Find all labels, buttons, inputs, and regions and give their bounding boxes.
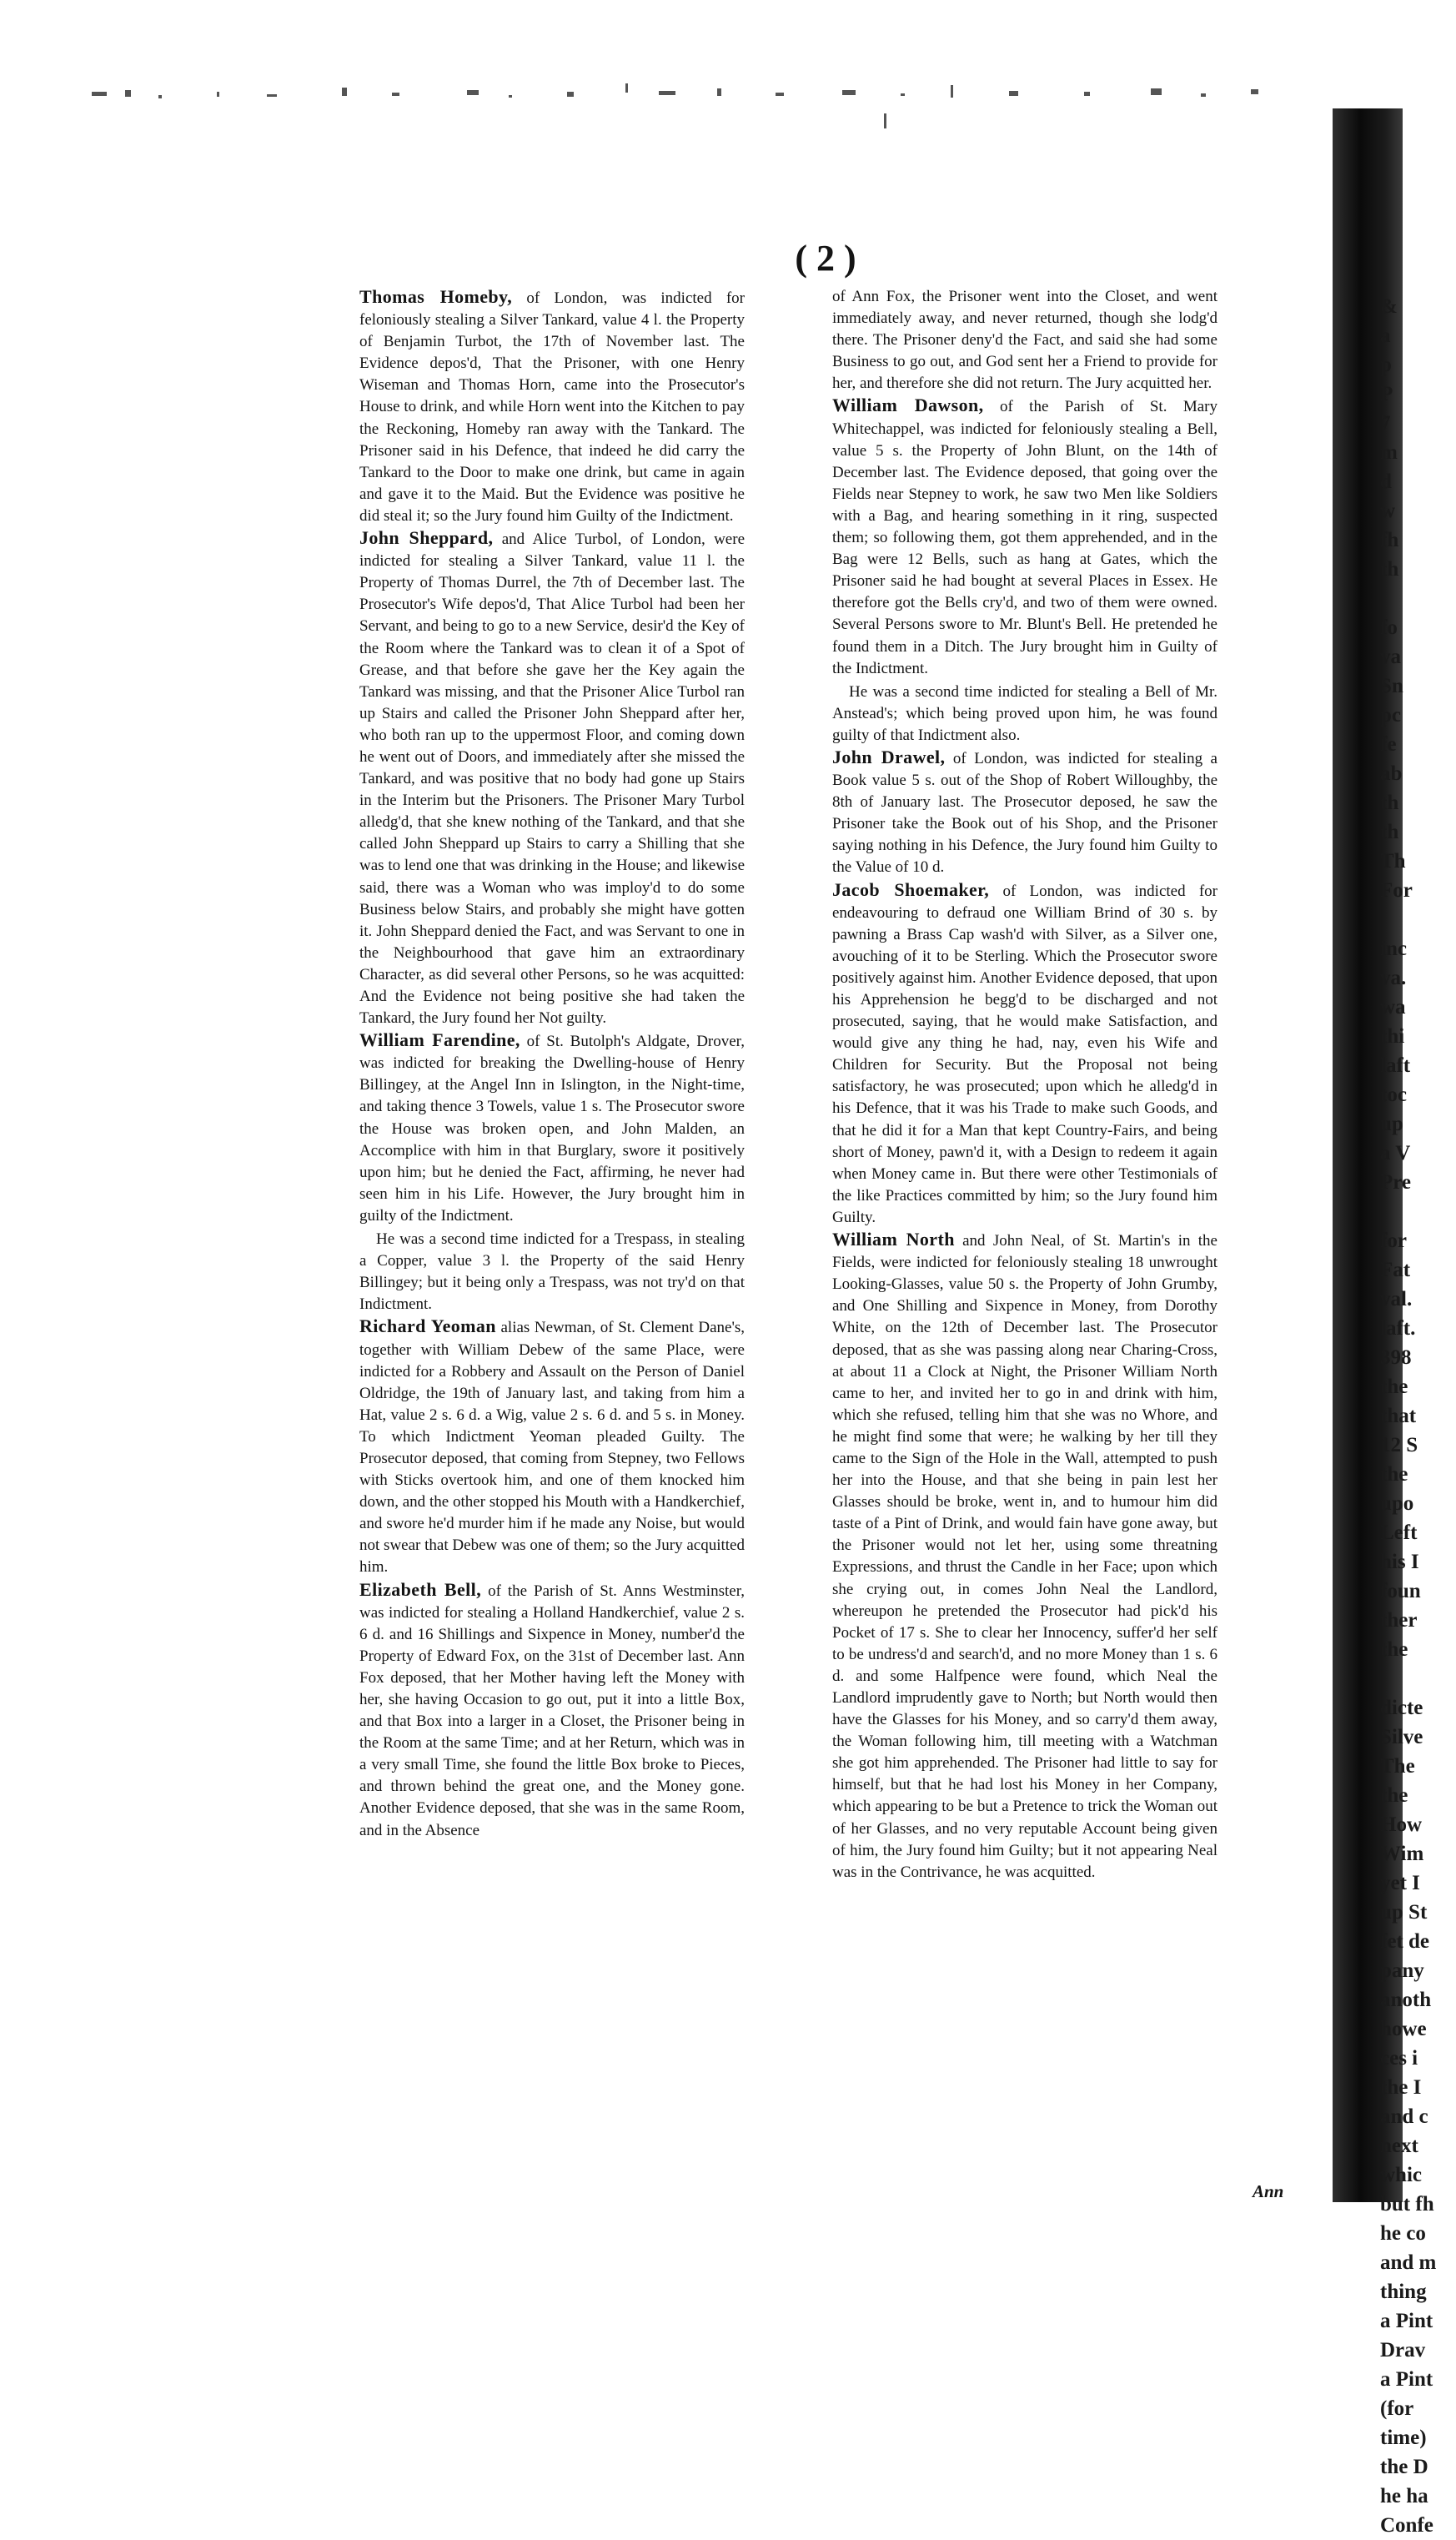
defendant-name: William Farendine,	[359, 1029, 520, 1051]
edge-fragment: he co	[1380, 2222, 1426, 2245]
edge-fragment: fo	[1380, 616, 1398, 639]
entry-text: of the Parish of St. Anns Westminster, was indicted for stealing a Holland Handkerchief, value 2 s. 6 d. and 16 Shillings and Sixpence in Money, number'd the Property of Edward Fox, on the 31st of December last. Ann Fox deposed, that her Mother having left the Money with her, she having Occasion to go out, put it into a little Box, and that Box into a larger in a Closet, the Prisoner being in the Room at the same Time; and at her Return, which was in a very small Time, she found the little Box broke to Pieces, and thrown behind the great one, and the Money gone. Another Evidence deposed, that she was in the same Room, and in the Absence	[359, 1582, 745, 1839]
trial-entry	[359, 286, 745, 527]
edge-fragment: 398	[1380, 1346, 1412, 1369]
edge-fragment: w	[1380, 500, 1396, 522]
edge-fragment: th	[1380, 558, 1399, 581]
edge-fragment: up St	[1380, 1901, 1428, 1924]
defendant-name: John Sheppard,	[359, 527, 494, 549]
trial-entry	[359, 1229, 745, 1315]
edge-fragment: whic	[1380, 2164, 1422, 2186]
trial-entry	[832, 747, 1218, 879]
edge-fragment: Wim	[1380, 1843, 1424, 1865]
edge-fragment: the	[1380, 1376, 1408, 1398]
edge-fragment: p	[1380, 354, 1392, 376]
trial-entry	[359, 527, 745, 1029]
edge-fragment: a V	[1380, 1142, 1411, 1164]
edge-fragment: Sn	[1380, 675, 1403, 697]
entry-text: and John Neal, of St. Martin's in the Fields, were indicted for feloniously stealing 18 unwrought Looking-Glasses, value 50 s. the Property of John Grumby, and One Shilling and Sixpence in Money, from Dorothy White, on the 12th of December last. The Prosecutor deposed, that as she was passing along near Charing-Cross, at about 11 a Clock at Night, the Prisoner William North came to her, and invited her to go in and drink with him, which she refused, telling him that she was no Whore, and he might find some that were; he walking by her till they came to the Sign of the Hole in the Wall, attempted to push her into the House, and that she being in pain lest her Glasses should be broke, went in, and to humour him did taste of a Pint of Drink, and would fain have gone away, but the Prisoner would not let her, using some threatning Expressions, and thrust the Candle in her Face; upon which she crying out, in comes John Neal the Landlord, whereupon he pretended the Prosecutor had pick'd his Pocket of 17 s. She to clear her Innocency, suffer'd her self to be undress'd and search'd, and no more Money than 1 s. 6 d. and some Halfpence were found, which Neal the Landlord imprudently gave to North; but North would then have the Glasses for his Money, and so carry'd them away, the Woman following him, till meeting with a Watchman she got him apprehended. The Prisoner had little to say for himself, but that he had lost his Money in her Company, which appearing to be but a Pretence to trick the Woman out of her Glasses, and no very reputable Account being given of him, the Jury found him Guilty; but it not appearing Neal was in the Contrivance, he was acquitted.	[832, 1232, 1218, 1881]
edge-fragment: &	[1380, 295, 1398, 318]
edge-fragment: How	[1380, 1813, 1422, 1836]
edge-fragment: yet I	[1380, 1872, 1420, 1894]
edge-fragment: toc	[1380, 1084, 1407, 1106]
edge-fragment: dicte	[1380, 1697, 1423, 1719]
edge-fragment: Left	[1380, 1521, 1418, 1544]
edge-fragment: the	[1380, 1784, 1408, 1807]
edge-fragment: The	[1380, 1755, 1415, 1778]
edge-fragment: the I	[1380, 2076, 1422, 2099]
edge-fragment: th	[1380, 821, 1399, 843]
edge-fragment: 12 S	[1380, 1434, 1418, 1456]
edge-fragment: pany	[1380, 1959, 1424, 1982]
trial-entry	[359, 1315, 745, 1578]
page-folio: ( 2 )	[795, 238, 856, 279]
edge-fragment: and m	[1380, 2251, 1437, 2274]
adjacent-page-edge-text	[1380, 292, 1447, 2537]
trial-entry	[832, 879, 1218, 1230]
trial-entry	[832, 395, 1218, 679]
entry-text: of St. Butolph's Aldgate, Drover, was indicted for breaking the Dwelling-house of Henry Billingey, at the Angel Inn in Islington, in the Night-time, and taking thence 3 Towels, value 1 s. The Prosecutor swore the House was broken open, and John Malden, an Accomplice with him in that Burglary, swore it positively upon him; but he denied the Fact, affirming, he never had seen him in his Life. However, the Jury brought him in guilty of the Indictment.	[359, 1033, 745, 1225]
trial-entry	[359, 1029, 745, 1227]
entry-text: alias Newman, of St. Clement Dane's, together with William Debew of the same Place, were indicted for a Robbery and Assault on the Person of Daniel Oldridge, the 19th of January last, and taking from him a Hat, value 2 s. 6 d. a Wig, value 2 s. 6 d. and 5 s. in Money. To which Indictment Yeoman pleaded Guilty. The Prosecutor deposed, that coming from Stepney, two Fellows with Sticks overtook him, and one of them knocked him down, and the other stopped his Mouth with a Handkerchief, and swore he'd murder him if he made any Noise, but would not swear that Debew was one of them; so the Jury acquitted him.	[359, 1319, 745, 1577]
edge-fragment: the	[1380, 1463, 1408, 1486]
trial-entry	[832, 682, 1218, 747]
edge-fragment: a	[1380, 324, 1391, 347]
edge-fragment: va.	[1380, 967, 1407, 989]
edge-fragment: howe	[1380, 2018, 1427, 2040]
edge-fragment: anoth	[1380, 1989, 1432, 2011]
entry-text: of London, was indicted for stealing a Book value 5 s. out of the Shop of Robert Willoughby, the 8th of January last. The Prosecutor deposed, he saw the Prisoner take the Book out of his Shop, and the Prisoner saying nothing in his Defence, the Jury found him Guilty to the Value of 10 d.	[832, 749, 1218, 877]
defendant-name: Richard Yeoman	[359, 1315, 496, 1337]
edge-fragment: the	[1380, 1638, 1408, 1661]
edge-fragment: and c	[1380, 2105, 1428, 2128]
edge-fragment: he ha	[1380, 2485, 1428, 2507]
edge-fragment: time)	[1380, 2427, 1427, 2449]
edge-fragment: For	[1380, 879, 1413, 902]
edge-fragment	[1380, 905, 1447, 934]
edge-fragment: Pre	[1380, 1171, 1412, 1194]
edge-fragment: th	[1380, 792, 1399, 814]
entry-text: He was a second time indicted for stealing a Bell of Mr. Anstead's; which being proved upon him, he was found guilty of that Indictment also.	[832, 682, 1218, 744]
entry-text: of the Parish of St. Mary Whitechappel, was indicted for feloniously stealing a Bell, value 5 s. the Property of John Blunt, on the 14th of December last. The Evidence deposed, that going over the Fields near Stepney to work, he saw two Men like Soldiers with a Bag, and hearing something in it ring, suspected them; so following them, got them apprehended, and in the Bag were 12 Bells, such as hang at Gates, which the Prisoner said he had bought at several Places in Essex. He therefore got the Bells cry'd, and two of them were owned. Several Persons swore to Mr. Blunt's Bell. He pretended he found them in a Ditch. The Jury brought him in Guilty of the Indictment.	[832, 398, 1218, 677]
entry-text: of Ann Fox, the Prisoner went into the Closet, and went immediately away, and never returned, though she lodg'd there. The Prisoner deny'd the Fact, and said she had some Business to go out, and God sent her a Friend to provide for her, and therefore she did not return. The Jury acquitted her.	[832, 288, 1218, 393]
entry-text: of London, was indicted for feloniously stealing a Silver Tankard, value 4 l. the Property of Benjamin Turbot, the 17th of November last. The Evidence depos'd, That the Prisoner, with one Henry Wiseman and Thomas Horn, came into the Prosecutor's House to drink, and while Horn went into the Kitchen to pay the Reckoning, Homeby ran away with the Tankard. The Prisoner said in his Defence, that indeed he did carry the Tankard to the Door to make one drink, but came in again and gave it to the Maid. But the Evidence was positive he did steal it; so the Jury found him Guilty of the Indictment.	[359, 289, 745, 525]
defendant-name: John Drawel,	[832, 746, 946, 767]
edge-fragment: ces i	[1380, 2047, 1418, 2070]
edge-fragment: laft.	[1380, 1317, 1416, 1340]
edge-fragment: thi	[1380, 1025, 1405, 1048]
defendant-name: William North	[832, 1229, 955, 1250]
edge-fragment: m	[1380, 441, 1398, 464]
edge-fragment: for	[1380, 1230, 1407, 1252]
edge-fragment: Th	[1380, 850, 1406, 873]
edge-fragment: a Pint	[1380, 2310, 1433, 2332]
defendant-name: Thomas Homeby,	[359, 286, 513, 307]
edge-fragment: d	[1380, 470, 1392, 493]
edge-fragment: Confe	[1380, 2514, 1433, 2537]
scan-noise-strip	[0, 67, 1456, 142]
left-column	[359, 286, 745, 2192]
edge-fragment: 7	[1380, 412, 1391, 435]
edge-fragment: ther	[1380, 1609, 1418, 1632]
edge-fragment: fh	[1380, 529, 1399, 551]
edge-fragment: inc	[1380, 938, 1407, 960]
edge-fragment: val.	[1380, 1288, 1413, 1310]
edge-fragment: fet de	[1380, 1930, 1429, 1953]
edge-fragment	[1380, 1197, 1447, 1226]
trial-entry	[832, 286, 1218, 395]
edge-fragment	[1380, 1664, 1447, 1693]
edge-fragment: thing	[1380, 2281, 1427, 2303]
trial-entry	[832, 1229, 1218, 1884]
edge-fragment: Fat	[1380, 1259, 1411, 1281]
trial-entry	[359, 1579, 745, 1842]
edge-fragment: upo	[1380, 1492, 1414, 1515]
catchword: Ann	[1253, 2181, 1284, 2201]
edge-fragment: up	[1380, 1113, 1403, 1135]
defendant-name: Jacob Shoemaker,	[832, 878, 990, 900]
edge-fragment: foun	[1380, 1580, 1421, 1602]
right-column	[832, 286, 1218, 2192]
edge-fragment: Drav	[1380, 2339, 1426, 2361]
edge-fragment: next	[1380, 2135, 1418, 2157]
edge-fragment: that	[1380, 1405, 1417, 1427]
edge-fragment: wa	[1380, 996, 1406, 1019]
edge-fragment: laft	[1380, 1054, 1411, 1077]
edge-fragment: a Pint	[1380, 2368, 1433, 2391]
entry-text: and Alice Turbol, of London, were indicted for stealing a Silver Tankard, value 11 l. the Property of Thomas Durrel, the 7th of December last. The Prosecutor's Wife depos'd, That Alice Turbol had been her Servant, and being to go to a new Service, desir'd the Key of the Room where the Tankard was to clean it of a Spot of Grease, and that before she gave her the Key again the Tankard was missing, and that the Prisoner Alice Turbol ran up Stairs and called the Prisoner John Sheppard after her, who both ran up to the uppermost Floor, and coming down he went out of Doors, and immediately after she missed the Tankard, and was positive that no body had gone up Stairs in the Interim but the Prisoners. The Prisoner Mary Turbol alledg'd, that she knew nothing of the Tankard, and that she called John Sheppard up Stairs to carry a Shilling that she was to lend one that was drinking in the House; and likewise said, there was a Woman who was imploy'd to do some Business below Stairs, and probably she might have gotten it. John Sheppard denied the Fact, and was Servant to one in the Neighbourhood that gave him an extraordinary Character, as did several other Persons, so he was acquitted: And the Evidence not being positive she had taken the Tankard, the Jury found her Not guilty.	[359, 531, 745, 1028]
edge-fragment: fe	[1380, 733, 1397, 756]
entry-text: He was a second time indicted for a Trespass, in stealing a Copper, value 3 l. the Property of the said Henry Billingey; but it being only a Trespass, was not try'd on that Indictment.	[359, 1230, 745, 1314]
edge-fragment: P	[1380, 383, 1393, 405]
edge-fragment: but fh	[1380, 2193, 1434, 2216]
edge-fragment: Silve	[1380, 1726, 1423, 1748]
entry-text: of London, was indicted for endeavouring to defraud one William Brind of 30 s. by pawning a Brass Cap wash'd with Silver, as a Silver one, avouching of it to be Sterling. Which the Prosecutor swore positively against him. Another Evidence deposed, that upon his Apprehension he begg'd to be discharged and not prosecuted, saying, that he would make Satisfaction, and would give any thing he had, nay, even his Wife and Children for Security. But the Proposal not being satisfactory, he was prosecuted; upon which he alledg'd in his Defence, that it was his Trade to make such Goods, and that he did it for a Man that kept Country-Fairs, and being short of Money, pawn'd it, with a Design to redeem it again when Money came in. But there were other Testimonials of the like Practices committed by him; so the Jury found him Guilty.	[832, 882, 1218, 1226]
defendant-name: Elizabeth Bell,	[359, 1578, 482, 1600]
edge-fragment: va	[1380, 646, 1401, 668]
edge-fragment: ab	[1380, 762, 1403, 785]
defendant-name: William Dawson,	[832, 395, 984, 416]
edge-fragment: pc	[1380, 704, 1401, 727]
edge-fragment: (for	[1380, 2397, 1414, 2420]
edge-fragment: his I	[1380, 1551, 1419, 1573]
edge-fragment	[1380, 584, 1447, 613]
edge-fragment: the D	[1380, 2456, 1428, 2478]
